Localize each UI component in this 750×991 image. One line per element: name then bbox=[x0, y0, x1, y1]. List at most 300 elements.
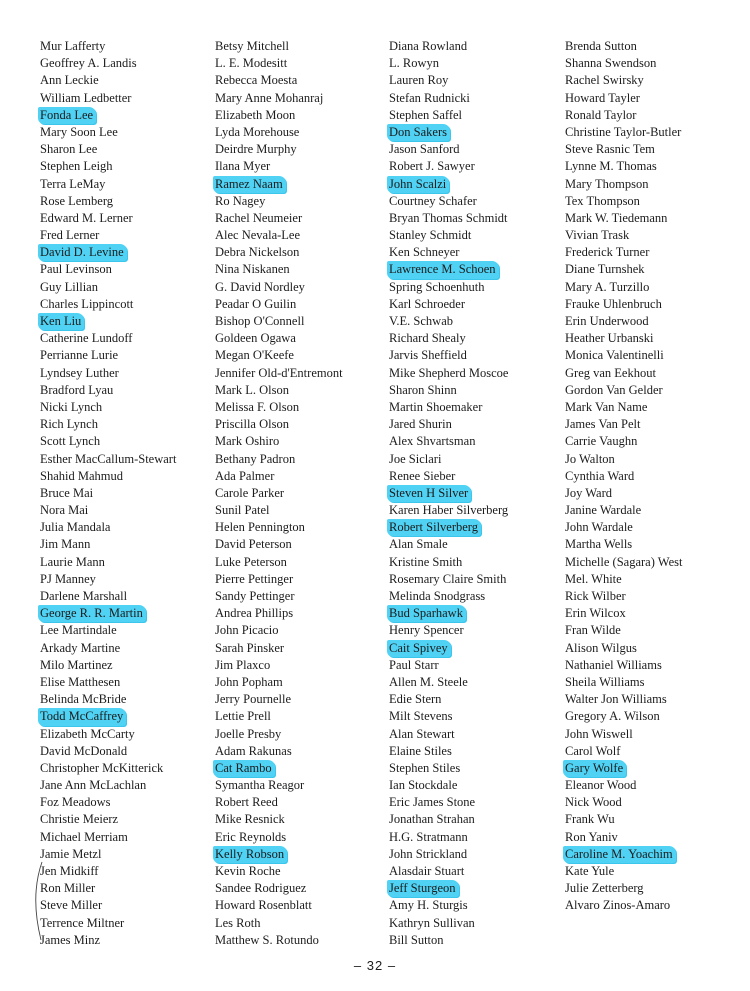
member-name bbox=[389, 846, 511, 863]
member-name bbox=[565, 640, 685, 657]
member-name bbox=[40, 176, 179, 193]
member-name bbox=[565, 708, 685, 725]
member-name-text: Spring Schoenhuth bbox=[389, 279, 485, 294]
member-name-text: Henry Spencer bbox=[389, 623, 464, 638]
member-name bbox=[40, 279, 179, 296]
member-name-text: Steven H Silver bbox=[387, 485, 471, 502]
member-name bbox=[389, 55, 511, 72]
member-name bbox=[40, 554, 179, 571]
member-name bbox=[565, 536, 685, 553]
member-name bbox=[565, 451, 685, 468]
highlighted-name bbox=[389, 519, 511, 536]
member-name-text: Joy Ward bbox=[565, 485, 613, 500]
member-name bbox=[565, 193, 685, 210]
member-name-text: Nina Niskanen bbox=[215, 262, 290, 277]
member-name-text: Mike Shepherd Moscoe bbox=[389, 365, 509, 380]
member-name bbox=[389, 468, 511, 485]
member-name bbox=[565, 485, 685, 502]
member-name-text: Jim Plaxco bbox=[215, 657, 271, 672]
member-name-text: Arkady Martine bbox=[40, 640, 121, 655]
member-name bbox=[215, 365, 346, 382]
member-name-text: Mary A. Turzillo bbox=[565, 279, 650, 294]
member-name bbox=[215, 107, 346, 124]
member-name bbox=[40, 468, 179, 485]
member-name bbox=[40, 519, 179, 536]
member-name bbox=[389, 399, 511, 416]
member-name-text: Rich Lynch bbox=[40, 417, 98, 432]
member-name bbox=[565, 829, 685, 846]
member-name-text: Bill Sutton bbox=[389, 932, 444, 947]
member-name bbox=[215, 605, 346, 622]
member-name-text: Rick Wilber bbox=[565, 589, 626, 603]
member-name bbox=[215, 210, 346, 227]
member-name bbox=[40, 657, 179, 674]
member-name-text: Adam Rakunas bbox=[215, 743, 292, 758]
member-name bbox=[40, 227, 179, 244]
member-name-text: John Scalzi bbox=[387, 176, 449, 193]
member-name-text: Symantha Reagor bbox=[215, 778, 305, 793]
member-name bbox=[40, 382, 179, 399]
member-name-text: Deirdre Murphy bbox=[215, 142, 297, 157]
member-name bbox=[215, 451, 346, 468]
member-name-text: L. E. Modesitt bbox=[215, 56, 288, 71]
member-name-text: Carole Parker bbox=[215, 485, 285, 500]
member-name-text: Ken Schneyer bbox=[389, 245, 460, 260]
highlighted-name bbox=[565, 760, 685, 777]
member-name-text: Renee Sieber bbox=[389, 468, 456, 483]
member-name-text: Sheila Williams bbox=[565, 674, 645, 689]
member-name-text: Amy H. Sturgis bbox=[389, 898, 468, 913]
member-name bbox=[565, 347, 685, 364]
member-name-text: Melissa F. Olson bbox=[215, 399, 300, 414]
member-name bbox=[389, 863, 511, 880]
member-name-text: Eleanor Wood bbox=[565, 778, 637, 793]
member-name bbox=[40, 399, 179, 416]
member-name bbox=[389, 382, 511, 399]
highlighted-name bbox=[215, 846, 346, 863]
member-name-text: Jen Midkiff bbox=[40, 864, 99, 878]
member-name-text: Walter Jon Williams bbox=[565, 692, 667, 707]
member-name-text: David McDonald bbox=[40, 743, 128, 758]
member-name-text: Mark L. Olson bbox=[215, 382, 289, 397]
member-name-text: Robert J. Sawyer bbox=[389, 159, 475, 174]
member-name bbox=[389, 193, 511, 210]
member-name-text: Sharon Lee bbox=[40, 142, 98, 157]
member-name-text: Vivian Trask bbox=[565, 228, 630, 243]
member-name bbox=[40, 777, 179, 794]
member-name-text: Todd McCaffrey bbox=[38, 708, 126, 725]
member-name bbox=[40, 622, 179, 639]
member-name-text: Fran Wilde bbox=[565, 623, 621, 638]
member-name-text: Jamie Metzl bbox=[40, 846, 102, 861]
member-name-text: Luke Peterson bbox=[215, 554, 287, 569]
member-name-text: Brenda Sutton bbox=[565, 39, 637, 53]
member-name-text: Betsy Mitchell bbox=[215, 39, 289, 53]
member-name bbox=[565, 227, 685, 244]
member-name-text: Alasdair Stuart bbox=[389, 864, 465, 878]
member-name bbox=[40, 880, 179, 897]
member-name-text: Karl Schroeder bbox=[389, 296, 466, 311]
member-name bbox=[389, 227, 511, 244]
member-name bbox=[40, 846, 179, 863]
member-name bbox=[215, 554, 346, 571]
member-name bbox=[389, 708, 511, 725]
member-name bbox=[565, 571, 685, 588]
member-name-text: Mary Thompson bbox=[565, 176, 649, 191]
member-name-text: Christie Meierz bbox=[40, 812, 119, 827]
member-name-text: Mark Oshiro bbox=[215, 434, 280, 449]
member-name bbox=[389, 554, 511, 571]
member-name bbox=[389, 451, 511, 468]
member-name bbox=[389, 38, 511, 55]
member-name-text: James Minz bbox=[40, 932, 101, 947]
member-name bbox=[389, 657, 511, 674]
member-name-text: Lauren Roy bbox=[389, 73, 449, 88]
member-name bbox=[565, 55, 685, 72]
member-name bbox=[389, 330, 511, 347]
member-name-text: Jim Mann bbox=[40, 537, 91, 552]
member-name bbox=[215, 519, 346, 536]
member-name-text: Jane Ann McLachlan bbox=[40, 778, 147, 793]
member-name bbox=[565, 124, 685, 141]
member-name-text: Ro Nagey bbox=[215, 193, 266, 208]
member-name-text: Greg van Eekhout bbox=[565, 365, 656, 380]
member-name bbox=[215, 330, 346, 347]
member-name-text: Fonda Lee bbox=[38, 107, 96, 124]
member-name bbox=[215, 313, 346, 330]
member-name bbox=[40, 743, 179, 760]
member-name bbox=[215, 863, 346, 880]
member-name-text: Peadar O Guilin bbox=[215, 296, 297, 311]
member-name bbox=[215, 399, 346, 416]
member-name bbox=[40, 571, 179, 588]
member-name-text: Robert Silverberg bbox=[387, 519, 481, 536]
member-name bbox=[215, 915, 346, 932]
member-name-text: Rachel Neumeier bbox=[215, 210, 303, 225]
member-name-text: Eric Reynolds bbox=[215, 829, 287, 844]
member-name bbox=[565, 279, 685, 296]
member-name bbox=[565, 365, 685, 382]
member-name-text: Perrianne Lurie bbox=[40, 348, 119, 363]
member-name-text: Ada Palmer bbox=[215, 468, 275, 483]
member-name-text: David D. Levine bbox=[38, 244, 127, 261]
member-name bbox=[215, 296, 346, 313]
member-name-text: Nora Mai bbox=[40, 503, 89, 518]
member-name bbox=[565, 622, 685, 639]
member-name bbox=[40, 210, 179, 227]
member-name-text: Sunil Patel bbox=[215, 503, 270, 518]
member-name-text: Nicki Lynch bbox=[40, 399, 103, 414]
highlighted-name bbox=[389, 124, 511, 141]
member-name-text: Lawrence M. Schoen bbox=[387, 261, 499, 278]
member-name-text: H.G. Stratmann bbox=[389, 829, 468, 844]
member-name-text: L. Rowyn bbox=[389, 56, 439, 71]
member-name bbox=[389, 244, 511, 261]
member-name-text: Diana Rowland bbox=[389, 39, 468, 53]
highlighted-name bbox=[389, 176, 511, 193]
member-name bbox=[565, 657, 685, 674]
member-name bbox=[389, 588, 511, 605]
member-name-text: Debra Nickelson bbox=[215, 245, 300, 260]
member-name bbox=[40, 811, 179, 828]
member-name-text: Ian Stockdale bbox=[389, 778, 458, 793]
member-name bbox=[565, 176, 685, 193]
member-name bbox=[565, 72, 685, 89]
member-name-text: Gary Wolfe bbox=[563, 760, 626, 777]
member-name bbox=[215, 829, 346, 846]
member-name bbox=[215, 811, 346, 828]
member-name-text: Mary Soon Lee bbox=[40, 124, 118, 139]
member-name-text: Fred Lerner bbox=[40, 228, 100, 243]
member-name bbox=[565, 519, 685, 536]
member-name bbox=[565, 330, 685, 347]
member-name bbox=[215, 72, 346, 89]
member-name-text: Carol Wolf bbox=[565, 743, 621, 758]
member-name bbox=[565, 897, 685, 914]
member-name-text: Martha Wells bbox=[565, 537, 633, 552]
member-name-text: David Peterson bbox=[215, 537, 292, 552]
member-name bbox=[215, 726, 346, 743]
member-name bbox=[215, 708, 346, 725]
member-name-text: Frederick Turner bbox=[565, 245, 650, 260]
member-name-text: Kelly Robson bbox=[213, 846, 287, 863]
member-name-text: Edward M. Lerner bbox=[40, 210, 133, 225]
member-name-text: V.E. Schwab bbox=[389, 314, 454, 328]
member-name bbox=[389, 296, 511, 313]
member-name-text: Stephen Leigh bbox=[40, 159, 113, 174]
member-name-text: John Popham bbox=[215, 674, 283, 689]
member-name bbox=[565, 743, 685, 760]
member-name bbox=[215, 588, 346, 605]
member-name-text: Bud Sparhawk bbox=[387, 605, 466, 622]
member-name-text: Sarah Pinsker bbox=[215, 640, 285, 655]
member-name bbox=[215, 261, 346, 278]
member-name bbox=[565, 382, 685, 399]
member-name bbox=[389, 829, 511, 846]
member-name-text: Cat Rambo bbox=[213, 760, 275, 777]
member-name-text: Megan O'Keefe bbox=[215, 348, 294, 363]
member-name bbox=[389, 158, 511, 175]
member-name-text: Ilana Myer bbox=[215, 159, 271, 174]
member-name-text: Foz Meadows bbox=[40, 795, 111, 810]
member-name bbox=[215, 158, 346, 175]
member-name bbox=[565, 777, 685, 794]
member-name-text: Ron Yaniv bbox=[565, 829, 618, 844]
member-name-text: Alan Smale bbox=[389, 537, 448, 552]
member-name bbox=[565, 399, 685, 416]
member-name-text: Andrea Phillips bbox=[215, 606, 294, 621]
member-name-text: Joelle Presby bbox=[215, 726, 282, 741]
highlighted-name bbox=[40, 708, 179, 725]
member-name bbox=[389, 915, 511, 932]
member-name-text: Allen M. Steele bbox=[389, 674, 468, 689]
member-name bbox=[389, 674, 511, 691]
member-name-text: Rebecca Moesta bbox=[215, 73, 298, 88]
member-name bbox=[389, 416, 511, 433]
highlighted-name bbox=[389, 261, 511, 278]
member-name-text: Ronald Taylor bbox=[565, 107, 637, 122]
member-name bbox=[40, 158, 179, 175]
highlighted-name bbox=[40, 605, 179, 622]
member-name bbox=[389, 622, 511, 639]
member-name-text: William Ledbetter bbox=[40, 90, 132, 105]
member-name bbox=[40, 124, 179, 141]
member-name-text: Michael Merriam bbox=[40, 829, 128, 844]
member-name bbox=[565, 880, 685, 897]
member-name-text: Christopher McKitterick bbox=[40, 760, 164, 775]
member-name-text: Janine Wardale bbox=[565, 503, 642, 518]
pen-margin-mark bbox=[30, 860, 46, 942]
member-name-text: Matthew S. Rotundo bbox=[215, 932, 319, 947]
member-name bbox=[40, 640, 179, 657]
member-name-text: Geoffrey A. Landis bbox=[40, 56, 137, 71]
highlighted-name bbox=[389, 485, 511, 502]
member-name-text: Jeff Sturgeon bbox=[387, 880, 459, 897]
member-name bbox=[565, 261, 685, 278]
member-name bbox=[565, 158, 685, 175]
member-name-text: Elizabeth Moon bbox=[215, 107, 296, 122]
member-name bbox=[389, 571, 511, 588]
member-name bbox=[565, 244, 685, 261]
member-name-text: Jared Shurin bbox=[389, 417, 452, 432]
highlighted-name bbox=[215, 760, 346, 777]
member-name bbox=[215, 90, 346, 107]
member-name bbox=[565, 691, 685, 708]
member-name bbox=[215, 55, 346, 72]
member-name-text: Milt Stevens bbox=[389, 709, 453, 724]
member-name bbox=[40, 691, 179, 708]
member-name-text: Laurie Mann bbox=[40, 554, 105, 569]
member-name-text: John Wardale bbox=[565, 520, 633, 535]
member-name bbox=[565, 296, 685, 313]
member-name-text: Robert Reed bbox=[215, 795, 278, 810]
member-name-text: Ron Miller bbox=[40, 881, 96, 896]
member-name bbox=[40, 90, 179, 107]
member-name-text: Courtney Schafer bbox=[389, 193, 477, 208]
member-name bbox=[40, 330, 179, 347]
member-name-text: George R. R. Martin bbox=[38, 605, 146, 622]
member-name-text: Paul Levinson bbox=[40, 262, 112, 277]
member-name bbox=[215, 502, 346, 519]
member-name-text: Rachel Swirsky bbox=[565, 73, 644, 88]
member-name bbox=[215, 932, 346, 949]
member-name-text: Mur Lafferty bbox=[40, 39, 106, 53]
name-column-1 bbox=[40, 38, 179, 949]
member-name-text: Joe Siclari bbox=[389, 451, 442, 466]
member-name-text: G. David Nordley bbox=[215, 279, 305, 294]
member-name bbox=[389, 897, 511, 914]
member-name bbox=[215, 193, 346, 210]
member-name-text: Erin Underwood bbox=[565, 314, 649, 328]
member-name bbox=[215, 571, 346, 588]
member-name-text: Darlene Marshall bbox=[40, 589, 128, 603]
member-name bbox=[40, 897, 179, 914]
member-name bbox=[565, 107, 685, 124]
member-name-text: Stephen Stiles bbox=[389, 760, 461, 775]
name-column-4 bbox=[565, 38, 685, 915]
highlighted-name bbox=[40, 244, 179, 261]
member-name bbox=[565, 416, 685, 433]
member-name-text: Sandee Rodriguez bbox=[215, 881, 307, 896]
member-name bbox=[215, 433, 346, 450]
member-name-text: Alison Wilgus bbox=[565, 640, 637, 655]
member-name-text: Nathaniel Williams bbox=[565, 657, 662, 672]
member-name-text: Elise Matthesen bbox=[40, 674, 121, 689]
member-name bbox=[40, 38, 179, 55]
member-name-text: Bishop O'Connell bbox=[215, 314, 305, 328]
member-name-text: Pierre Pettinger bbox=[215, 571, 294, 586]
member-name-text: Howard Rosenblatt bbox=[215, 898, 312, 913]
member-name-text: Shanna Swendson bbox=[565, 56, 657, 71]
member-name-text: PJ Manney bbox=[40, 571, 96, 586]
member-name bbox=[40, 863, 179, 880]
member-name bbox=[40, 433, 179, 450]
member-name-text: Monica Valentinelli bbox=[565, 348, 664, 363]
member-name bbox=[215, 674, 346, 691]
member-name-text: Heather Urbanski bbox=[565, 331, 654, 346]
member-name bbox=[565, 726, 685, 743]
member-name-text: Steve Miller bbox=[40, 898, 103, 913]
member-name-text: Caroline M. Yoachim bbox=[563, 846, 676, 863]
member-name-text: Bryan Thomas Schmidt bbox=[389, 210, 508, 225]
member-name-text: Cait Spivey bbox=[387, 640, 451, 657]
member-name-text: Frauke Uhlenbruch bbox=[565, 296, 662, 311]
highlighted-name bbox=[389, 605, 511, 622]
member-name bbox=[389, 365, 511, 382]
member-name bbox=[215, 382, 346, 399]
member-name-text: Diane Turnshek bbox=[565, 262, 645, 277]
member-name-text: Lynne M. Thomas bbox=[565, 159, 657, 174]
member-name-text: Goldeen Ogawa bbox=[215, 331, 296, 346]
member-name-text: Julia Mandala bbox=[40, 520, 111, 535]
member-name-text: James Van Pelt bbox=[565, 417, 641, 432]
member-name bbox=[565, 794, 685, 811]
member-name bbox=[40, 674, 179, 691]
member-name bbox=[389, 760, 511, 777]
member-name-text: Martin Shoemaker bbox=[389, 399, 483, 414]
member-name-text: Tex Thompson bbox=[565, 193, 640, 208]
member-name-text: Elizabeth McCarty bbox=[40, 726, 135, 741]
member-name-text: Alec Nevala-Lee bbox=[215, 228, 301, 243]
member-name-text: Mike Resnick bbox=[215, 812, 285, 827]
member-name-text: Sharon Shinn bbox=[389, 382, 457, 397]
member-name bbox=[40, 502, 179, 519]
member-name-text: Milo Martinez bbox=[40, 657, 113, 672]
member-name bbox=[40, 261, 179, 278]
member-name bbox=[215, 657, 346, 674]
member-name bbox=[389, 743, 511, 760]
member-name bbox=[565, 502, 685, 519]
member-name bbox=[215, 622, 346, 639]
highlighted-name bbox=[389, 640, 511, 657]
member-name-text: Ken Liu bbox=[38, 313, 84, 330]
member-name bbox=[389, 502, 511, 519]
member-name-text: Terrence Miltner bbox=[40, 915, 125, 930]
member-name bbox=[40, 193, 179, 210]
member-name-text: Catherine Lundoff bbox=[40, 331, 133, 346]
member-name-text: Karen Haber Silverberg bbox=[389, 503, 509, 518]
member-name-text: Melinda Snodgrass bbox=[389, 589, 486, 603]
member-name-text: Alan Stewart bbox=[389, 726, 455, 741]
member-name bbox=[215, 347, 346, 364]
member-name bbox=[215, 141, 346, 158]
member-name bbox=[40, 536, 179, 553]
member-name bbox=[565, 210, 685, 227]
member-name-text: Eric James Stone bbox=[389, 795, 476, 810]
member-name-text: Don Sakers bbox=[387, 124, 450, 141]
member-name-text: Jarvis Sheffield bbox=[389, 348, 467, 363]
member-name bbox=[565, 313, 685, 330]
